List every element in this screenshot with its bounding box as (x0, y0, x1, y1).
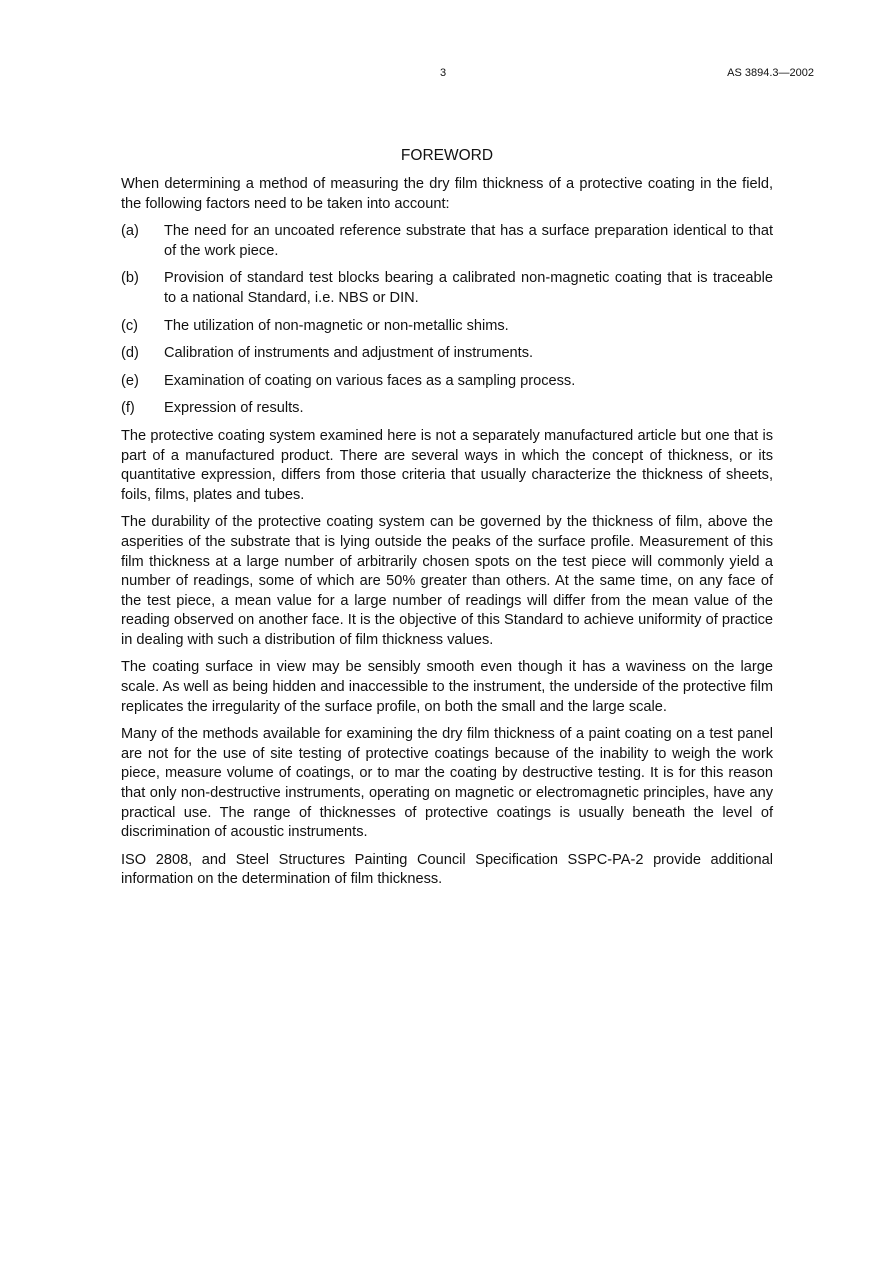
list-item (121, 399, 773, 419)
list-item-label: (e) (121, 372, 139, 389)
list-item-text: Examination of coating on various faces as a sampling process. (164, 372, 576, 389)
page-title: FOREWORD (400, 147, 494, 164)
body-paragraph: The protective coating system examined here is not a separately manufactured article but one that is part of a manufactured product. There are several ways in which the concept of thickness, or its quantitative expression, differs from those criteria that usually characterize the thickness of sheets, foils, films, plates and tubes. (121, 427, 773, 503)
page-number: 3 (440, 67, 447, 79)
body-paragraph: The coating surface in view may be sensibly smooth even though it has a waviness on the large scale. As well as being hidden and inaccessible to the instrument, the underside of the protective film replicates the irregularity of the surface profile, on both the small and the large scale. (121, 659, 773, 715)
list-item-label: (b) (121, 270, 139, 287)
body-paragraph: Many of the methods available for examining the dry film thickness of a paint coating on a test panel are not for the use of site testing of protective coatings because of the inability to weigh the work piece, measure volume of coatings, or to mar the coating by destructive testing. It is for this reason that only non-destructive instruments, operating on magnetic or electromagnetic principles, have any practical use. The range of thicknesses of protective coatings is usually beneath the level of discrimination of acoustic instruments. (121, 726, 773, 841)
intro-paragraph: When determining a method of measuring the dry film thickness of a protective coating in the field, the following factors need to be taken into account: (121, 176, 773, 212)
list-item (121, 317, 773, 337)
list-item-text: The utilization of non-magnetic or non-metallic shims. (164, 317, 509, 334)
body-paragraph: ISO 2808, and Steel Structures Painting Council Specification SSPC-PA-2 provide additional information on the determination of film thickness. (121, 851, 773, 888)
foreword-section (121, 146, 773, 898)
list-item (121, 222, 773, 261)
list-item (121, 372, 773, 392)
standard-identifier: AS 3894.3—2002 (727, 67, 814, 79)
list-item-text: Provision of standard test blocks bearing a calibrated non-magnetic coating that is traceable to a national Standard, i.e. NBS or DIN. (164, 270, 773, 306)
list-item-text: Calibration of instruments and adjustment of instruments. (164, 345, 534, 362)
list-item (121, 344, 773, 364)
list-item-text: The need for an uncoated reference substrate that has a surface preparation identical to that of the work piece. (164, 223, 773, 259)
list-item-label: (a) (121, 223, 139, 240)
list-item-label: (d) (121, 345, 139, 362)
list-item (121, 269, 773, 308)
body-paragraph: The durability of the protective coating system can be governed by the thickness of film, above the asperities of the substrate that is lying outside the peaks of the surface profile. Measurement of this film thickness at a large number of arbitrarily chosen spots on the test piece will commonly yield a number of readings, some of which are 50% greater than others. At the same time, on any face of the test piece, a mean value for a large number of readings will differ from the mean value of the reading observed on another face. It is the objective of this Standard to achieve uniformity of practice in dealing with such a distribution of film thickness values. (121, 514, 773, 648)
list-item-text: Expression of results. (164, 400, 304, 417)
list-item-label: (f) (121, 400, 135, 417)
factors-list (121, 222, 773, 419)
list-item-label: (c) (121, 317, 139, 334)
